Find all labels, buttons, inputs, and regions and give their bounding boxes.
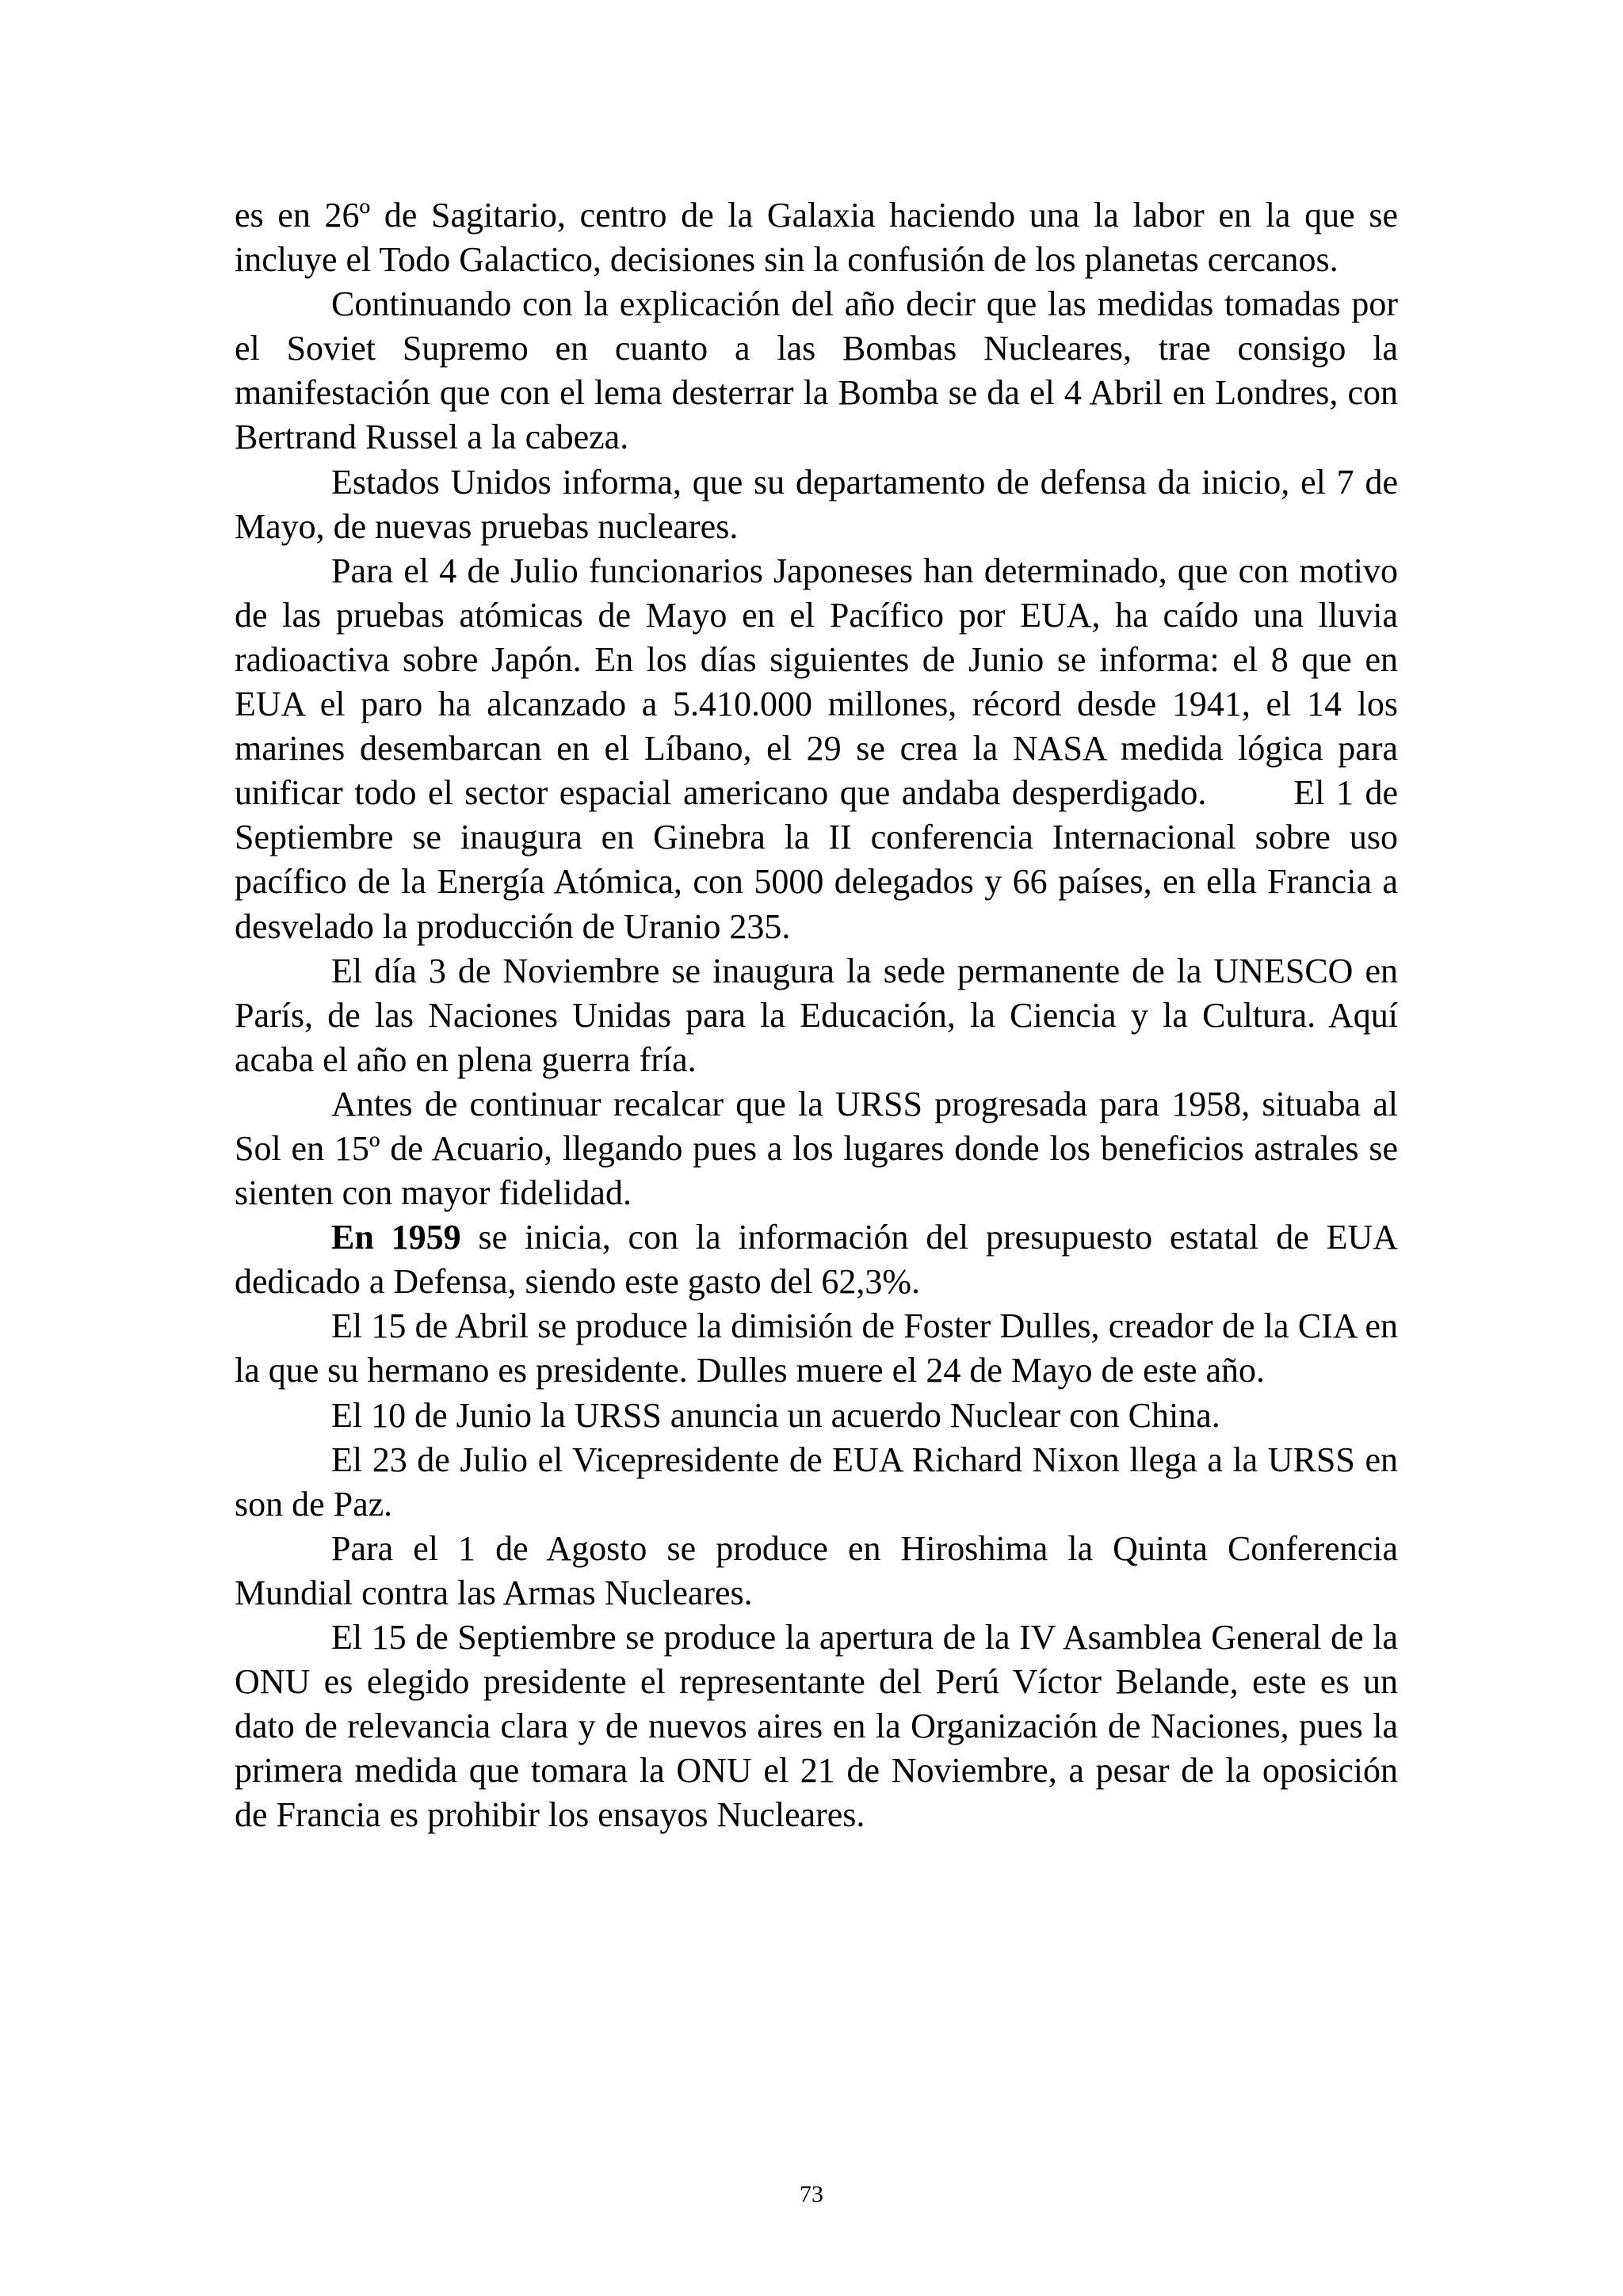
paragraph-4-continuation: El 1 de Septiembre se inaugura en Ginebra la II conferencia Internacional sobre uso pacífico de la Energía Atómica, con 5000 delegados y 66 países, en ella Francia a desvelado la producción de Uranio 235. (235, 773, 1398, 946)
paragraph-1: es en 26º de Sagitario, centro de la Galaxia haciendo una la labor en la que se incluye el Todo Galactico, decisiones sin la confusión de los planetas cercanos. (235, 196, 1398, 280)
paragraph-11: Para el 1 de Agosto se produce en Hiroshima la Quinta Conferencia Mundial contra las Armas Nucleares. (235, 1528, 1398, 1612)
page-number: 73 (800, 2181, 823, 2207)
paragraph-3: Estados Unidos informa, que su departamento de defensa da inicio, el 7 de Mayo, de nuevas pruebas nucleares. (235, 462, 1398, 546)
paragraph-4-text: Para el 4 de Julio funcionarios Japoneses han determinado, que con motivo de las pruebas atómicas de Mayo en el Pacífico por EUA, ha caído una lluvia radioactiva sobre Japón. En los días siguientes de Junio se informa: el 8 que en EUA el paro ha alcanzado a 5.410.000 millones, récord desde 1941, el 14 los marines desembarcan en el Líbano, el 29 se crea la NASA medida lógica para unificar todo el sector espacial americano que andaba desperdigado. (235, 551, 1398, 813)
paragraph-10: El 23 de Julio el Vicepresidente de EUA Richard Nixon llega a la URSS en son de Paz. (235, 1440, 1398, 1524)
paragraph-5: El día 3 de Noviembre se inaugura la sede permanente de la UNESCO en París, de las Naciones Unidas para la Educación, la Ciencia y la Cultura. Aquí acaba el año en plena guerra fría. (235, 951, 1398, 1079)
paragraph-6: Antes de continuar recalcar que la URSS progresada para 1958, situaba al Sol en 15º de Acuario, llegando pues a los lugares donde los beneficios astrales se sienten con mayor fidelidad. (235, 1084, 1398, 1213)
paragraph-7-text: se inicia, con la información del presupuesto estatal de EUA dedicado a Defensa, siendo este gasto del 62,3%. (235, 1218, 1398, 1302)
paragraph-7 (235, 1215, 1398, 1304)
paragraph-12: El 15 de Septiembre se produce la apertura de la IV Asamblea General de la ONU es elegido presidente el representante del Perú Víctor Belande, este es un dato de relevancia clara y de nuevos aires en la Organización de Naciones, pues la primera medida que tomara la ONU el 21 de Noviembre, a pesar de la oposición de Francia es prohibir los ensayos Nucleares. (235, 1618, 1398, 1835)
paragraph-2: Continuando con la explicación del año decir que las medidas tomadas por el Soviet Supremo en cuanto a las Bombas Nucleares, trae consigo la manifestación que con el lema desterrar la Bomba se da el 4 Abril en Londres, con Bertrand Russel a la cabeza. (235, 284, 1398, 457)
year-heading-1959: En 1959 (331, 1218, 461, 1257)
paragraph-4 (235, 549, 1398, 949)
page-body (235, 193, 1398, 1837)
paragraph-8: El 15 de Abril se produce la dimisión de Foster Dulles, creador de la CIA en la que su hermano es presidente. Dulles muere el 24 de Mayo de este año. (235, 1306, 1398, 1390)
paragraph-9: El 10 de Junio la URSS anuncia un acuerdo Nuclear con China. (331, 1395, 1220, 1435)
